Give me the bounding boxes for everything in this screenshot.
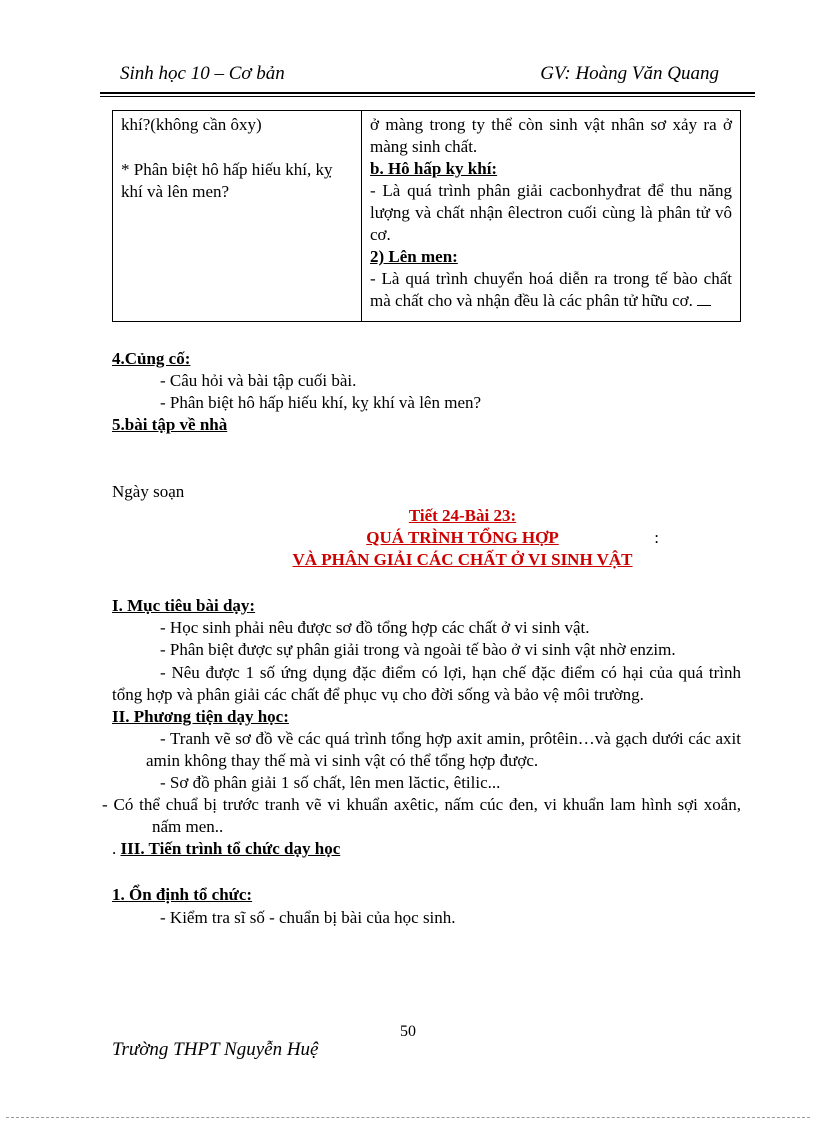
table-cell-content [362,110,741,321]
table-row [113,110,741,321]
subsection1-title: 1. Ổn định tổ chức: [112,885,253,905]
section-iii-title-text: III. Tiến trình tổ chức dạy học [120,839,341,859]
section-ii-title: II. Phương tiện dạy học: [112,706,289,726]
trailing-underline-mark [697,291,711,306]
page-bottom-rule [6,1117,810,1118]
content-paragraph: - Là quá trình phân giải cacbonhyđrat để thu năng lượng và chất nhận êlectron cuối cùng là phân tử vô cơ. [370,180,732,245]
subsection1-item: - Kiểm tra sĩ số - chuẩn bị bài của học sinh. [160,907,456,927]
content-paragraph-text: - Là quá trình chuyển hoá diễn ra trong tế bào chất mà chất cho và nhận đều là các phân tử hữu cơ. [370,269,732,311]
section-iii-prefix: . [112,839,121,859]
ngay-soan-label: Ngày soạn [112,481,185,501]
header-double-rule [100,92,755,97]
section4-item: - Phân biệt hô hấp hiếu khí, kỵ khí và lên men? [160,392,482,412]
section-iii-title [112,838,741,860]
question-line: * Phân biệt hô hấp hiếu khí, kỵ khí và lên men? [121,159,333,201]
cell-blank-line [121,136,353,159]
footer-school-name: Trường THPT Nguyễn Huệ [112,1039,319,1060]
section5-title: 5.bài tập về nhà [112,414,228,434]
question-line: khí?(không cần ôxy) [121,114,262,134]
stray-colon: : [654,528,659,548]
lesson-title-line3: VÀ PHÂN GIẢI CÁC CHẤT Ở VI SINH VẬT [292,550,633,570]
section-ii-item: - Tranh vẽ sơ đồ về các quá trình tổng hợp axit amin, prôtêin…và gạch dưới các axit amin không thay thế mà vi sinh vật có thể tổng hợp được. [146,728,741,770]
content-heading: b. Hô hấp ky khí: [370,158,498,178]
content-heading: 2) Lên men: [370,247,458,267]
page-header [112,62,741,87]
section-i-item: - Học sinh phải nêu được sơ đồ tổng hợp các chất ở vi sinh vật. [160,618,590,638]
lesson-title-line2 [148,527,777,549]
preparation-note: - Có thể chuẩ bị trước tranh vẽ vi khuẩn axêtic, nấm cúc đen, vi khuẩn lam hình sợi xoắn, nấm men.. [102,795,741,837]
page-number: 50 [400,1023,416,1040]
lesson-title-line1: Tiết 24-Bài 23: [408,506,517,525]
section-i-item: - Nêu được 1 số ứng dụng đặc điểm có lợi, hạn chế đặc điểm có hại của quá trình tổng hợp và phân giải các chất để phục vụ cho đời sống và bảo vệ môi trường. [112,662,741,704]
content-paragraph: ở màng trong ty thể còn sinh vật nhân sơ xảy ra ở màng sinh chất. [370,114,732,156]
lesson-table [112,110,741,322]
content-paragraph [370,268,732,312]
section-i-item: - Phân biệt được sự phân giải trong và ngoài tế bào ở vi sinh vật nhờ enzim. [160,640,676,660]
header-teacher-name: GV: Hoàng Văn Quang [540,63,719,84]
lesson-title-block [148,505,777,571]
lesson-title-line2-text: QUÁ TRÌNH TỔNG HỢP [366,528,559,548]
table-cell-questions [113,110,362,321]
section4-item: - Câu hỏi và bài tập cuối bài. [160,370,357,390]
section-i-title: I. Mục tiêu bài dạy: [112,596,256,616]
header-course-title: Sinh học 10 – Cơ bản [120,63,285,84]
section-ii-item: - Sơ đồ phân giải 1 số chất, lên men lăctic, êtilic... [160,773,501,793]
section4-title: 4.Củng cố: [112,348,191,368]
